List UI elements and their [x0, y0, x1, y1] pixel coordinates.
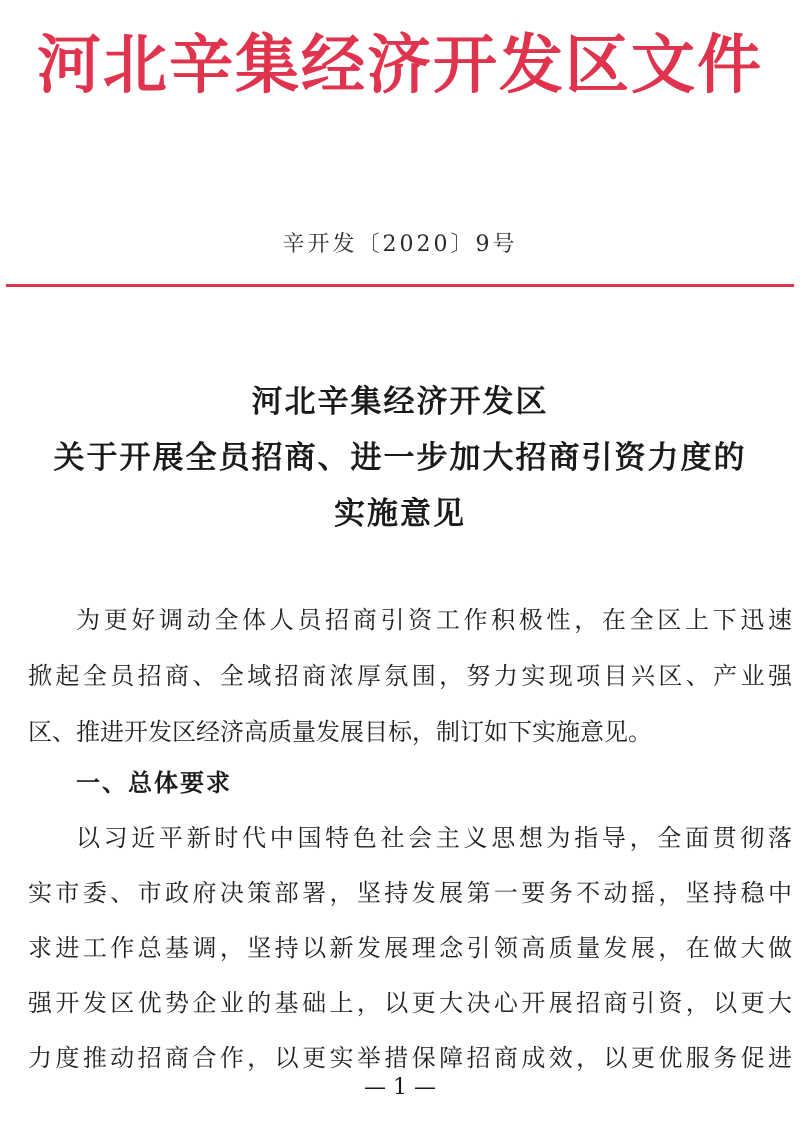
- document-title-line-3: 实施意见: [334, 496, 466, 532]
- intro-paragraph-line: 掀起全员招商、全域招商浓厚氛围，努力实现项目兴区、产业强: [28, 662, 792, 690]
- section-paragraph-line: 以习近平新时代中国特色社会主义思想为指导，全面贯彻落: [76, 824, 792, 852]
- section-paragraph-line: 强开发区优势企业的基础上，以更大决心开展招商引资，以更大: [28, 989, 792, 1017]
- page-number: — 1 —: [364, 1075, 436, 1100]
- document-number: 辛开发〔2020〕9号: [282, 232, 518, 257]
- masthead-title: 河北辛集经济开发区文件: [37, 28, 763, 103]
- intro-paragraph-line: 区、推进开发区经济高质量发展目标，制订如下实施意见。: [28, 718, 652, 746]
- red-divider-line: [6, 284, 794, 287]
- section-paragraph-line: 求进工作总基调，坚持以新发展理念引领高质量发展，在做大做: [28, 934, 792, 962]
- section-paragraph-line: 实市委、市政府决策部署，坚持发展第一要务不动摇，坚持稳中: [28, 879, 792, 907]
- section-paragraph-line: 力度推动招商合作，以更实举措保障招商成效，以更优服务促进: [28, 1044, 792, 1072]
- document-title-line-1: 河北辛集经济开发区: [251, 384, 549, 420]
- intro-paragraph-line: 为更好调动全体人员招商引资工作积极性，在全区上下迅速: [76, 606, 792, 634]
- section-heading: 一、总体要求: [76, 768, 232, 797]
- document-title-line-2: 关于开展全员招商、进一步加大招商引资力度的: [53, 440, 747, 476]
